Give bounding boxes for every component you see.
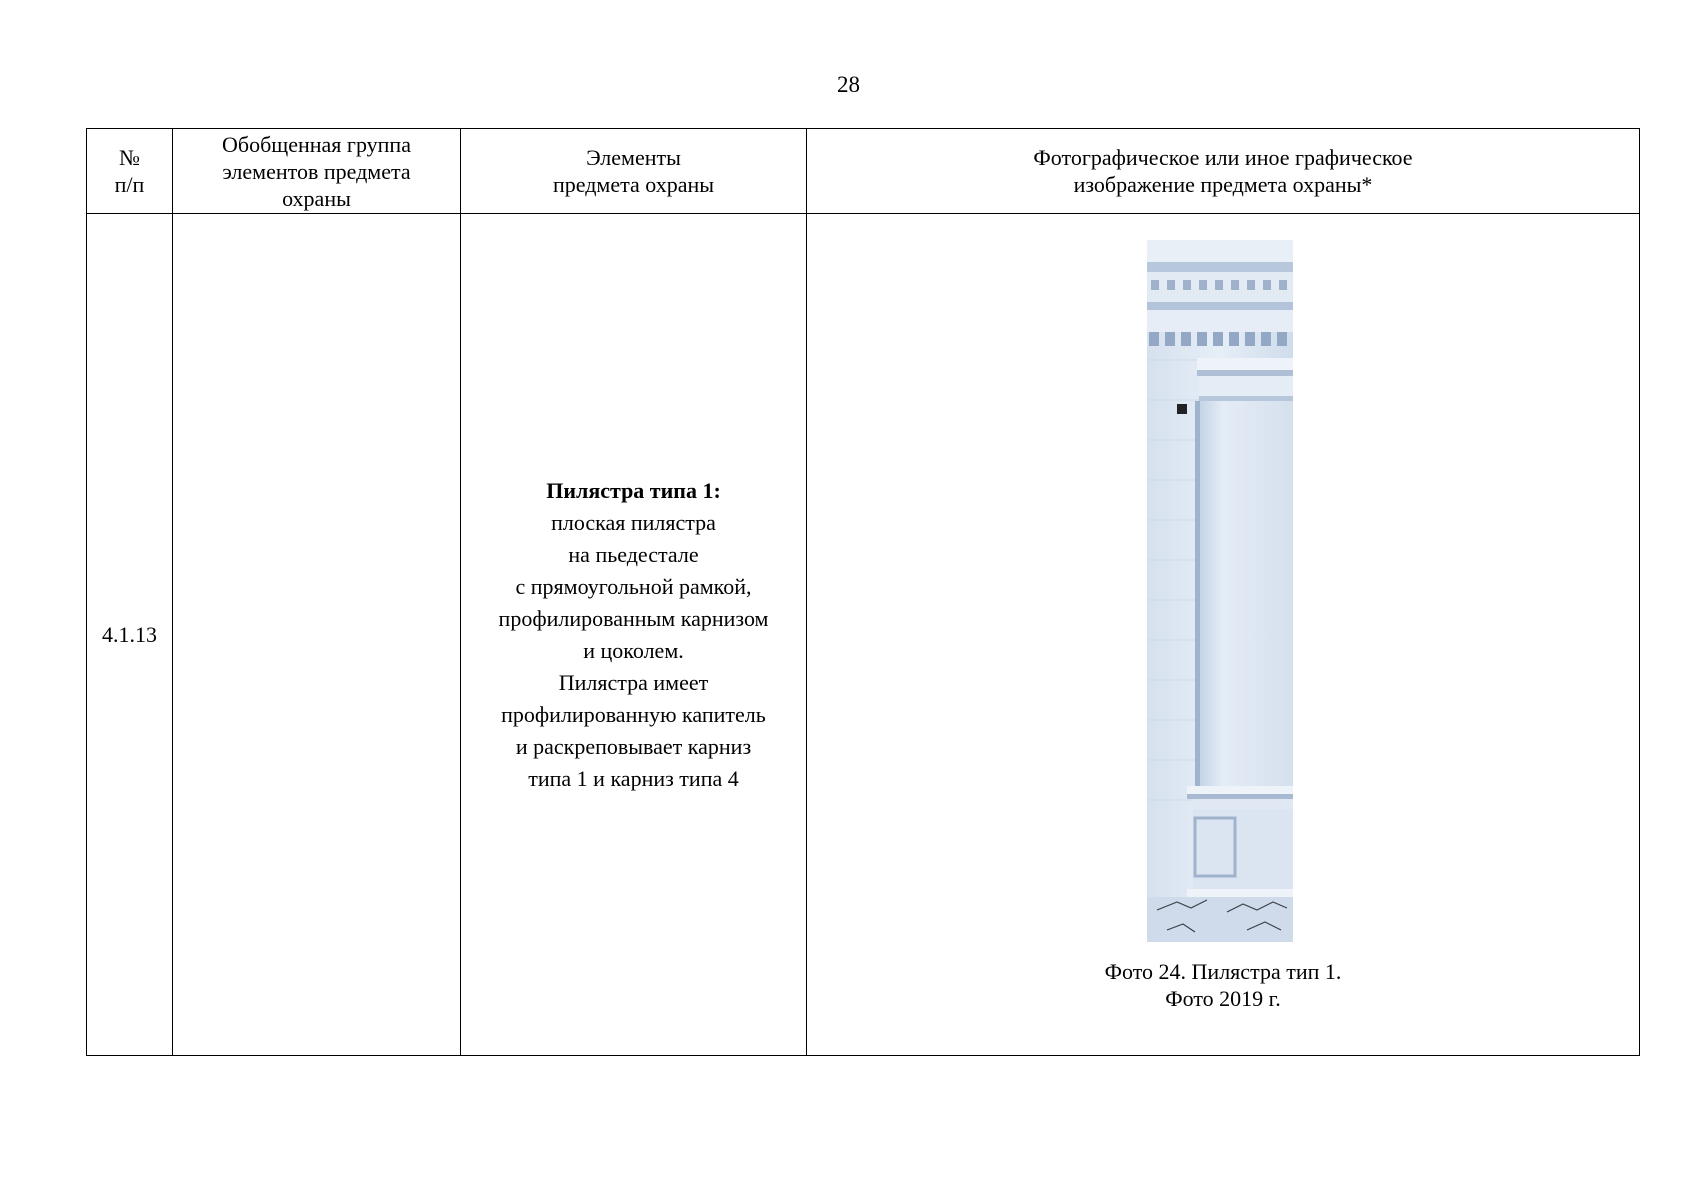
pilaster-photo-image	[1147, 240, 1293, 942]
table-header-row	[87, 129, 1640, 214]
table-row	[87, 214, 1640, 1056]
page-number: 28	[837, 72, 860, 97]
element-line: с прямоугольной рамкой,	[515, 573, 752, 599]
element-line: Пилястра имеет	[558, 669, 709, 695]
element-title: Пилястра типа 1:	[546, 477, 721, 503]
row-elements	[461, 214, 807, 1056]
element-line: плоская пилястра	[551, 509, 716, 535]
header-image: Фотографическое или иное графическое изображение предмета охраны*	[807, 129, 1640, 214]
photo-caption	[807, 958, 1639, 1012]
element-line: профилированную капитель	[501, 701, 766, 727]
protection-subject-table	[86, 128, 1640, 1056]
element-line: профилированным карнизом	[498, 605, 769, 631]
row-photo	[807, 214, 1640, 1056]
caption-line: Фото 24. Пилястра тип 1.	[1104, 959, 1342, 984]
row-group	[173, 214, 461, 1056]
caption-line: Фото 2019 г.	[1165, 986, 1281, 1011]
element-line: и раскреповывает карниз	[515, 733, 752, 759]
row-number: 4.1.13	[87, 214, 173, 1056]
element-line: и цоколем.	[583, 637, 684, 663]
header-number: № п/п	[87, 129, 173, 214]
header-group: Обобщенная группа элементов предмета охраны	[173, 129, 461, 214]
element-line: на пьедестале	[568, 541, 699, 567]
header-elements: Элементы предмета охраны	[461, 129, 807, 214]
element-line: типа 1 и карниз типа 4	[528, 765, 739, 791]
element-description	[461, 475, 806, 795]
pilaster-photo	[1147, 240, 1293, 942]
